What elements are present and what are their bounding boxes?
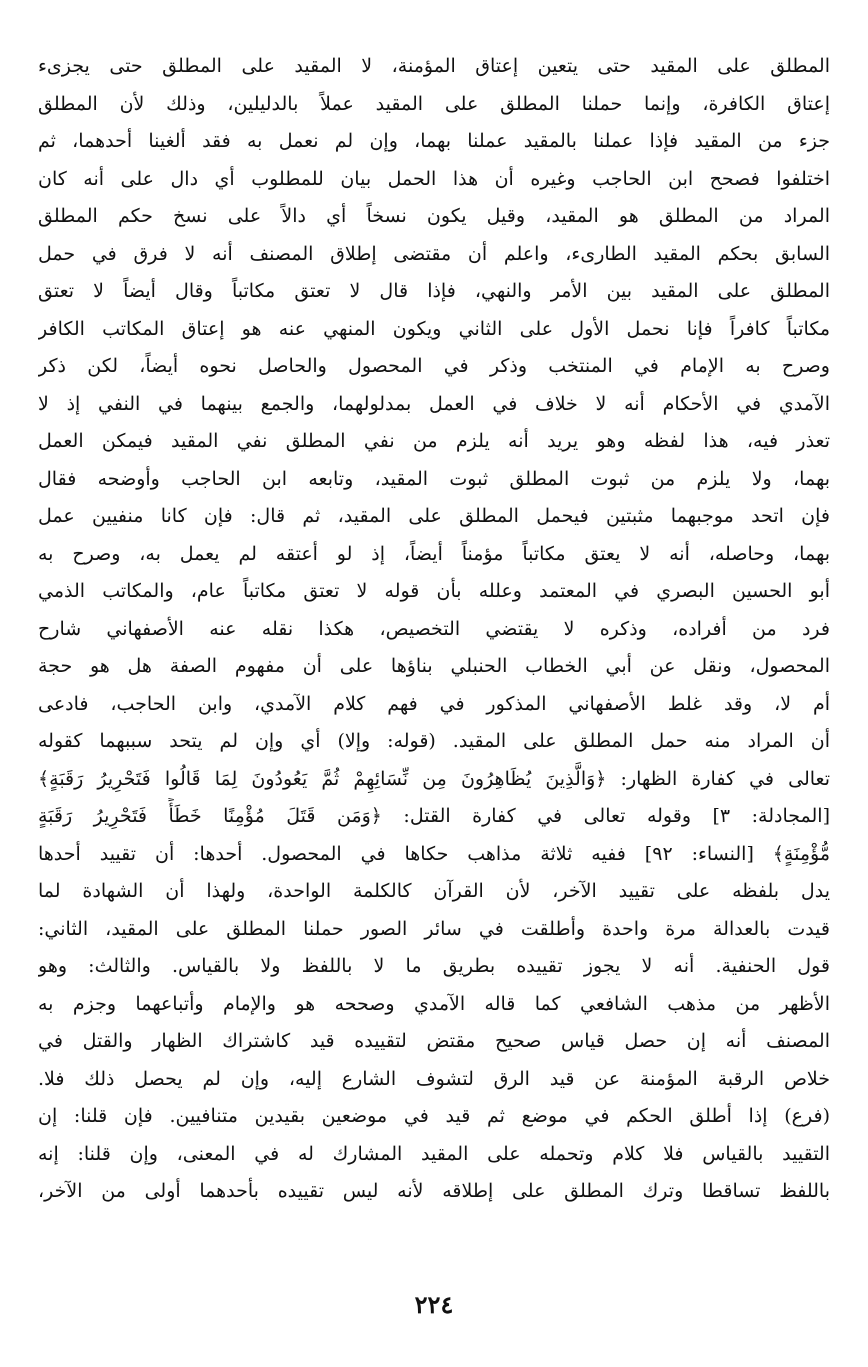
text-line: التقييد بالقياس فلا كلام وتحمله على المقيد المشارك له في المعنى، وإن قلنا: إنه [38,1142,830,1165]
text-line: المطلق على المقيد بين الأمر والنهي، فإذا قال لا تعتق مكاتباً وقال أيضاً لا تعتق [38,280,830,302]
text-line: وصرح به الإمام في المنتخب وذكر في المحصول والحاصل نحوه أيضاً، لكن ذكر [38,355,830,377]
text-line: الأظهر من مذهب الشافعي كما قاله الآمدي وصححه هو والإمام وأتباعهما وجزم به [38,992,830,1015]
text-line: فرد من أفراده، وذكره لا يقتضي التخصيص، هكذا نقله عنه الأصفهاني شارح [38,617,830,640]
text-line: أن المراد منه حمل المطلق على المقيد. (قوله: وإلا) أي وإن لم يتحد سببهما كقوله [38,730,830,752]
text-line: السابق بحكم المقيد الطارىء، واعلم أن مقتضى إطلاق المصنف أنه لا فرق في حمل [38,242,830,265]
text-line: أبو الحسين البصري في المعتمد وعلله بأن قوله لا تعتق مكاتباً عام، والمكاتب الذمي [38,580,830,602]
text-line: تعالى في كفارة الظهار: ﴿وَالَّذِينَ يُظَاهِرُونَ مِن نِّسَائِهِمْ ثُمَّ يَعُودُونَ لِمَا قَالُوا فَتَحْرِيرُ رَقَبَةٍ﴾ [38,767,830,790]
text-line: قول الحنفية. أنه لا يجوز تقييده بطريق ما لا باللفظ ولا بالقياس. والثالث: وهو [38,955,830,977]
text-line: الآمدي في الأحكام أنه لا خلاف في العمل بمدلولهما، والجمع بينهما في النفي إذ لا [38,392,830,415]
text-line: بهما، ولا يلزم من ثبوت المطلق ثبوت المقيد، وتابعه ابن الحاجب وأوضحه فقال [38,467,830,490]
text-line: اختلفوا فصحح ابن الحاجب وغيره أن هذا الحمل بيان للمطلوب أي دال على أنه كان [38,167,830,190]
text-line: مكاتباً كافراً فإنا نحمل الأول على الثاني ويكون المنهي عنه هو إعتاق المكاتب الكافر [38,317,830,340]
page-number: ٢٢٤ [414,1290,454,1319]
text-line: إعتاق الكافرة، وإنما حملنا المطلق على المقيد عملاً بالدليلين، وذلك لأن المطلق [38,92,830,115]
text-line: يدل بلفظه على تقييد الآخر، لأن القرآن كالكلمة الواحدة، ولهذا أن الشهادة لما [38,880,830,902]
body-text [38,48,830,1211]
text-line: (فرع) إذا أطلق الحكم في موضع ثم قيد في موضعين بقيدين متنافيين. فإن قلنا: إن [38,1105,830,1127]
text-line: جزء من المقيد فإذا عملنا بالمقيد عملنا بهما، وإن لم نعمل به فقد ألغينا أحدهما، ثم [38,130,830,152]
text-line: المراد من المطلق هو المقيد، وقيل يكون نسخاً أي دالاً على نسخ حكم المطلق [38,205,830,227]
text-line: المصنف أنه إن حصل قياس صحيح مقتض لتقييده قيد كاشتراك الظهار والقتل في [38,1030,830,1052]
text-line: [المجادلة: ٣] وقوله تعالى في كفارة القتل: ﴿وَمَن قَتَلَ مُؤْمِنًا خَطَأً فَتَحْرِيرُ رَقَبَةٍ [38,805,830,827]
text-line: تعذر فيه، هذا لفظه وهو يريد أنه يلزم من نفي المطلق نفي المقيد فيمكن العمل [38,430,830,452]
text-line: المحصول، ونقل عن أبي الخطاب الحنبلي بناؤها على أن مفهوم الصفة هل هو حجة [38,655,830,677]
text-line: فإن اتحد موجبهما مثبتين فيحمل المطلق على المقيد، ثم قال: فإن كانا منفيين عمل [38,505,830,527]
text-line: قيدت بالعدالة مرة واحدة وأطلقت في سائر الصور حملنا المطلق على المقيد، الثاني: [38,917,830,940]
text-line: بهما، وحاصله، أنه لا يعتق مكاتباً مؤمناً أيضاً، إذ لو أعتقه لم يعمل به، وصرح به [38,542,830,565]
text-line: المطلق على المقيد حتى يتعين إعتاق المؤمنة، لا المقيد على المطلق حتى يجزىء [38,55,830,77]
text-line: باللفظ تساقطا وترك المطلق على إطلاقه لأنه ليس تقييده بأحدهما أولى من الآخر، [38,1180,830,1202]
text-line: خلاص الرقبة المؤمنة عن قيد الرق لتشوف الشارع إليه، وإن لم يحصل ذلك فلا. [38,1067,830,1090]
text-line: أم لا، وقد غلط الأصفهاني المذكور في فهم كلام الآمدي، وابن الحاجب، فادعى [38,692,830,715]
text-line: مُّؤْمِنَةٍ﴾ [النساء: ٩٢] ففيه ثلاثة مذاهب حكاها في المحصول. أحدها: أن تقييد أحدها [38,842,830,865]
